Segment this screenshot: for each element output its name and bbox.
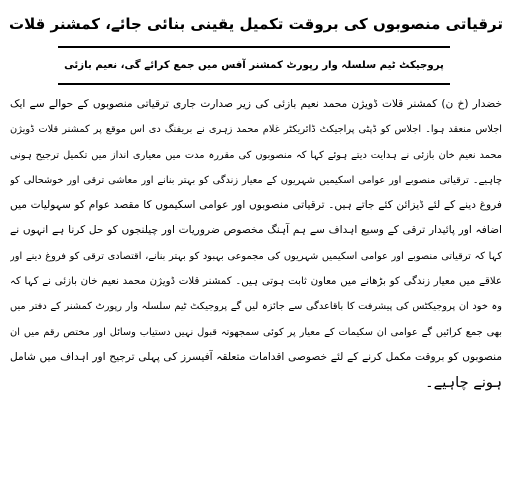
body-line: خضدار (خ ن) کمشنر قلات ڈویژن محمد نعیم بازئی کی زیر صدارت جاری ترقیاتی منصوبوں کے حوالے سے ایک <box>10 98 502 110</box>
body-line: چاہیے۔ ترقیاتی منصوبے اور عوامی اسکیمیں شہریوں کے معیار زندگی کو بہتر بنانے اور معاشی ترقی اور خوشحالی کو <box>10 174 502 186</box>
body-line: ہونے چاہیے۔ <box>425 374 502 392</box>
headline: ترقیاتی منصوبوں کی بروقت تکمیل یقینی بنائی جائے، کمشنر قلات <box>9 15 503 33</box>
headline-divider-bottom <box>58 83 450 85</box>
body-line: وہ خود ان پروجیکٹس کی پیشرفت کا باقاعدگی سے جائزہ لیں گے پروجیکٹ ٹیم سلسلہ وار رپورٹ کمشنر کے دفتر میں <box>10 301 502 313</box>
body-line: محمد نعیم خان بازئی نے ہدایت دیتے ہوئے کہا کہ منصوبوں کی مقررہ مدت میں معیاری انداز میں تکمیل ترجیح ہونی <box>10 149 502 161</box>
body-line: فروغ دینے کے لئے ڈیزائن کئے جاتے ہیں۔ ترقیاتی منصوبوں اور عوامی اسکیموں کا مقصد عوام کو سہولیات میں <box>10 199 502 212</box>
article-body <box>10 92 502 496</box>
body-line: منصوبوں کو بروقت مکمل کرنے کے لئے خصوصی اقدامات متعلقہ آفیسرز کی پہلی ترجیح اور اہداف میں شامل <box>10 350 502 363</box>
body-line: اجلاس منعقد ہوا۔ اجلاس کو ڈپٹی پراجیکٹ ڈائریکٹر غلام محمد زہری نے بریفنگ دی اس موقع پر کمشنر قلات ڈویژن <box>10 124 502 136</box>
headline-divider-top <box>58 46 450 48</box>
body-line: اضافہ اور پائیدار ترقی کے وسیع اہداف سے ہم آہنگ مخصوص ضروریات اور چیلنجوں کو حل کرنا ہے انہوں نے <box>10 224 502 237</box>
subheadline: پروجیکٹ ٹیم سلسلہ وار رپورٹ کمشنر آفس میں جمع کرائے گی، نعیم بازئی <box>64 60 444 71</box>
body-line: کہا کہ ترقیاتی منصوبے اور عوامی اسکیمیں شہریوں کی مجموعی بہبود کو بہتر بنانے، اقتصادی ترقی کو فروغ دینے اور <box>10 250 502 262</box>
body-line: علاقے میں معیار زندگی کو بڑھانے میں معاون ثابت ہوتی ہیں۔ کمشنر قلات ڈویژن محمد نعیم خان بازئی نے کہا کہ <box>10 276 502 288</box>
body-line: بھی جمع کرائیں گے عوامی ان سکیمات کے معیار پر کوئی سمجھوتہ قبول نہیں دستیاب وسائل اور مختص رقم میں ان <box>10 326 502 338</box>
